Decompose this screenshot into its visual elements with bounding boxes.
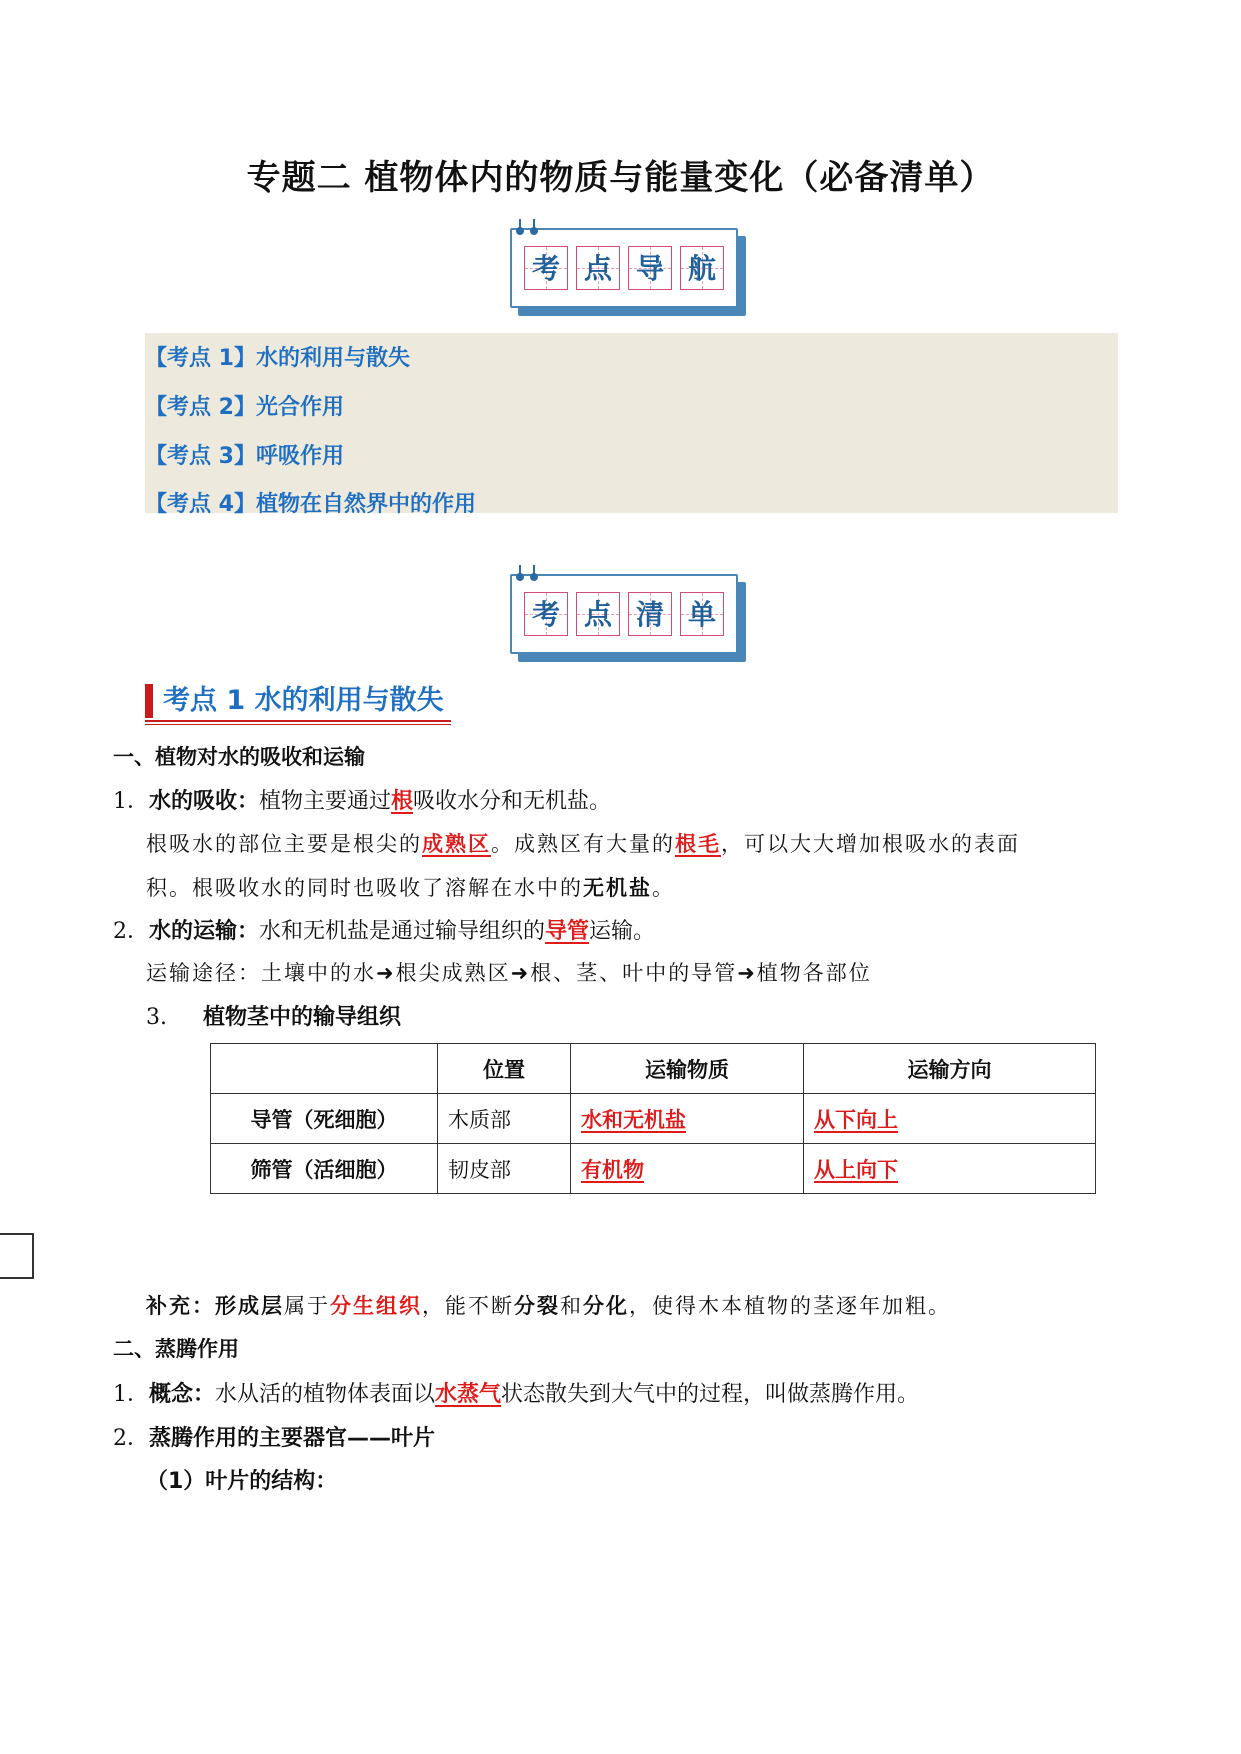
table-header-cell [211,1044,438,1094]
paragraph-root-minerals: 积。根吸收水的同时也吸收了溶解在水中的无机盐。 [146,876,675,900]
badge-kaodian-daohang [510,228,748,318]
table-cell: 木质部 [438,1094,571,1144]
binder-ring-icon [530,227,538,235]
paragraph-transport-route: 运输途径：土壤中的水➜根尖成熟区➜根、茎、叶中的导管➜植物各部位 [146,961,872,985]
paragraph-conducting-tissue: 3. 植物茎中的输导组织 [146,1005,402,1030]
table-header-cell: 运输物质 [571,1044,804,1094]
section-underline [145,720,451,722]
badge-char: 点 [576,592,620,636]
binder-ring-icon [516,573,524,581]
table-cell: 筛管（活细胞） [211,1144,438,1194]
table-header-row [211,1044,1096,1094]
section-underline [145,724,451,725]
binder-ring-icon [530,573,538,581]
badge-char: 清 [628,592,672,636]
table-cell: 有机物 [571,1144,804,1194]
paragraph-water-absorption: 1．水的吸收：植物主要通过根吸收水分和无机盐。 [113,788,612,814]
margin-box [0,1233,34,1279]
nav-item-topic-3[interactable]: 【考点 3】呼吸作用 [145,444,344,469]
table-header-cell: 位置 [438,1044,571,1094]
table-cell: 水和无机盐 [571,1094,804,1144]
table-cell: 从下向上 [804,1094,1096,1144]
paragraph-supplement: 补充：形成层属于分生组织，能不断分裂和分化，使得木本植物的茎逐年加粗。 [146,1293,951,1318]
badge-char: 航 [680,246,724,290]
paragraph-transpiration-concept: 1．概念：水从活的植物体表面以水蒸气状态散失到大气中的过程，叫做蒸腾作用。 [113,1381,920,1407]
section-title: 考点 1 水的利用与散失 [145,684,444,718]
nav-item-topic-1[interactable]: 【考点 1】水的利用与散失 [145,346,410,371]
badge-char: 考 [524,246,568,290]
badge-kaodian-qingdan [510,574,748,664]
page-title: 专题二 植物体内的物质与能量变化（必备清单） [246,158,995,198]
topic-navigation-box [145,333,1118,517]
paragraph-water-transport: 2．水的运输：水和无机盐是通过输导组织的导管运输。 [113,918,656,944]
badge-char: 导 [628,246,672,290]
paragraph-root-zone: 根吸水的部位主要是根尖的成熟区。成熟区有大量的根毛，可以大大增加根吸水的表面 [146,831,1020,856]
heading-transpiration: 二、蒸腾作用 [113,1337,239,1361]
paragraph-transpiration-organ: 2．蒸腾作用的主要器官——叶片 [113,1426,436,1451]
badge-char: 考 [524,592,568,636]
table-header-cell: 运输方向 [804,1044,1096,1094]
table-row [211,1144,1096,1194]
conducting-tissue-table [210,1043,1096,1194]
badge-char: 点 [576,246,620,290]
table-cell: 从上向下 [804,1144,1096,1194]
table-row [211,1094,1096,1144]
table-cell: 韧皮部 [438,1144,571,1194]
nav-item-topic-4[interactable]: 【考点 4】植物在自然界中的作用 [145,492,476,517]
binder-ring-icon [516,227,524,235]
nav-item-topic-2[interactable]: 【考点 2】光合作用 [145,395,344,420]
paragraph-leaf-structure: （1）叶片的结构： [146,1469,338,1494]
badge-char: 单 [680,592,724,636]
table-cell: 导管（死细胞） [211,1094,438,1144]
heading-water-absorption: 一、植物对水的吸收和运输 [113,745,365,769]
